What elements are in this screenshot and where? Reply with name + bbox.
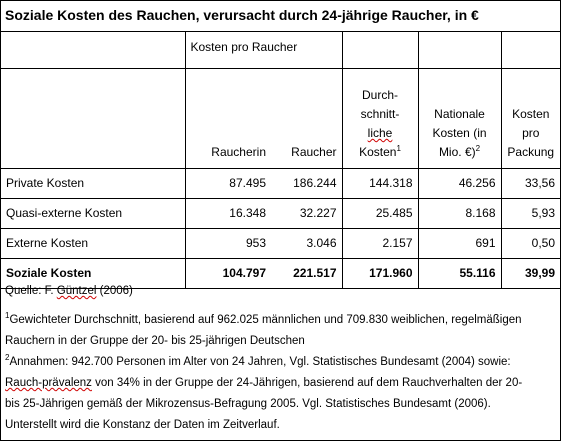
footnote-1	[5, 310, 555, 352]
footnote-text: von 34% in der Gruppe der 24-Jährigen, basierend auf dem Rauchverhalten der 20-	[91, 377, 523, 389]
footnote-text: Gewichteter Durchschnitt, basierend auf 962.025 männlichen und 709.830 weiblichen, regelmäßigen	[9, 314, 522, 326]
empty-corner	[1, 32, 185, 69]
cell-raucherin: 104.797	[185, 259, 271, 289]
cell-national: 46.256	[418, 169, 501, 199]
col-header-text: Nationale	[434, 107, 485, 121]
cell-raucherin: 16.348	[185, 199, 271, 229]
col-header-national	[418, 69, 501, 169]
empty-cell	[418, 32, 501, 69]
col-header-text: Kosten (in	[432, 126, 487, 140]
table-title: Soziale Kosten des Rauchen, verursacht durch 24-jährige Raucher, in €	[1, 1, 560, 32]
cell-durchschnitt: 171.960	[342, 259, 418, 289]
col-header-raucher: Raucher	[271, 69, 342, 169]
col-header-text: Mio. €)	[438, 145, 476, 159]
table-row	[1, 229, 560, 259]
row-label: Soziale Kosten	[1, 259, 185, 289]
footnote-2	[5, 352, 555, 436]
col-header-text: Durch-	[362, 88, 399, 102]
col-header-text: Packung	[507, 145, 555, 159]
empty-cell	[501, 32, 560, 69]
cell-packung: 5,93	[501, 199, 560, 229]
col-header-text: pro	[522, 126, 540, 140]
footnote-text: Rauch-prävalenz	[5, 377, 92, 389]
cell-raucher: 186.244	[271, 169, 342, 199]
footnote-ref: 1	[396, 144, 401, 153]
cell-durchschnitt: 25.485	[342, 199, 418, 229]
source-line	[5, 281, 555, 302]
column-header-row	[1, 69, 560, 169]
footnote-text: Annahmen: 942.700 Personen im Alter von 24 Jahren, Vgl. Statistisches Bundesamt (2004) sowie:	[9, 356, 511, 368]
cell-raucherin: 87.495	[185, 169, 271, 199]
col-header-text: schnitt-	[360, 107, 400, 121]
empty-corner	[1, 69, 185, 169]
cell-raucher: 221.517	[271, 259, 342, 289]
table-row	[1, 169, 560, 199]
source-suffix: (2006)	[96, 285, 133, 297]
cell-national: 55.116	[418, 259, 501, 289]
row-label: Quasi-externe Kosten	[1, 199, 185, 229]
cell-packung: 33,56	[501, 169, 560, 199]
notes-section	[5, 281, 555, 436]
footnote-text: Rauchern in der Gruppe der 20- bis 25-jährigen Deutschen	[5, 335, 305, 347]
cell-national: 8.168	[418, 199, 501, 229]
col-header-text: Kosten	[359, 145, 397, 159]
footnote-mark: 2	[5, 353, 10, 363]
cell-raucher: 32.227	[271, 199, 342, 229]
cell-packung: 39,99	[501, 259, 560, 289]
footnote-ref: 2	[475, 144, 481, 153]
col-header-text: liche	[367, 126, 393, 140]
cell-raucherin: 953	[185, 229, 271, 259]
footnote-text: bis 25-Jährigen gemäß der Mikrozensus-Befragung 2005. Vgl. Statistisches Bundesamt (2006).	[5, 398, 491, 410]
cell-durchschnitt: 144.318	[342, 169, 418, 199]
col-header-packung	[501, 69, 560, 169]
cost-table	[1, 32, 560, 289]
footnote-text: Unterstellt wird die Konstanz der Daten im Zeitverlauf.	[5, 419, 280, 431]
row-label: Externe Kosten	[1, 229, 185, 259]
group-header-row	[1, 32, 560, 69]
footnote-mark: 1	[5, 311, 10, 321]
source-prefix: Quelle: F.	[5, 285, 57, 297]
source-author: Güntzel	[56, 285, 97, 297]
cell-packung: 0,50	[501, 229, 560, 259]
group-header-label: Kosten pro Raucher	[185, 32, 342, 69]
col-header-durchschnitt	[342, 69, 418, 169]
row-label: Private Kosten	[1, 169, 185, 199]
table-row	[1, 199, 560, 229]
cell-raucher: 3.046	[271, 229, 342, 259]
col-header-raucherin: Raucherin	[185, 69, 271, 169]
col-header-text: Kosten	[512, 107, 550, 121]
cell-durchschnitt: 2.157	[342, 229, 418, 259]
empty-cell	[342, 32, 418, 69]
cell-national: 691	[418, 229, 501, 259]
